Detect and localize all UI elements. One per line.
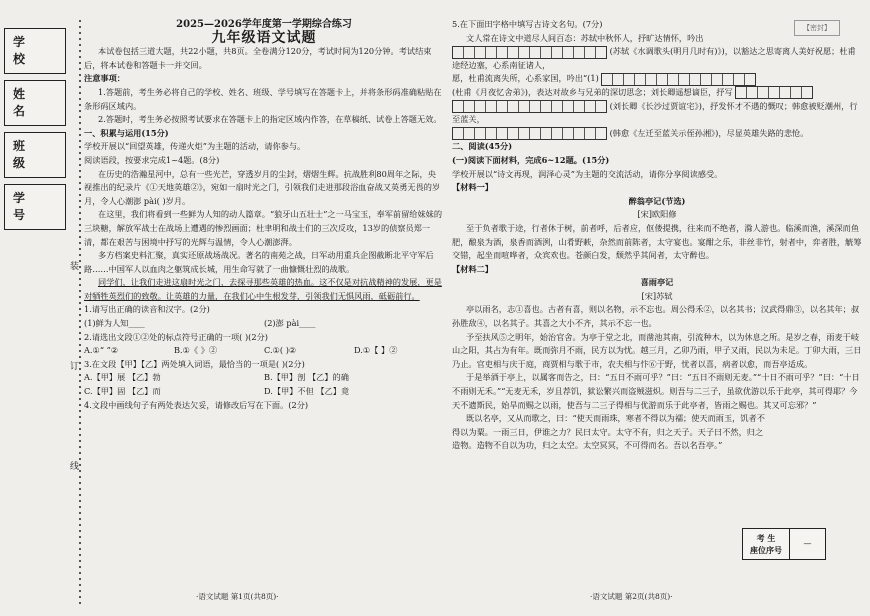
passage-p1: 在历史的浩瀚星河中，总有一些光芒，穿透岁月的尘封，熠熠生辉。抗战胜利80周年之际，央视推出的纪录片《①天地英雄②》，宛如一扇时光之门，引领我们走进那段浴血奋战又英勇无畏的岁月，令人心潮澎 pài( )岁月。 — [84, 168, 441, 206]
q5-line-4-text: (刘长卿《长沙过贾谊宅》)，抒发怀才不遇的慨叹；韩愈被贬潮州，行至蓝关， — [452, 100, 858, 125]
q3-option-a[interactable]: A.【甲】展 【乙】勃 — [84, 372, 161, 383]
question-1-items — [84, 317, 444, 331]
student-id-box[interactable] — [4, 184, 66, 230]
passage-p3: 多方档案史料汇聚，真实还原战场战况。著名的南苑之战，日军动用重兵企图截断北平守军后路……中国军人以血肉之躯筑成长城，用生命写就了一曲慷慨壮烈的战歌。 — [84, 250, 434, 274]
binding-strip — [0, 28, 68, 238]
q5-grid-5[interactable] — [452, 127, 607, 140]
binding-char-xian: 线 — [70, 462, 80, 472]
seal-stamp: 【密封】 — [794, 20, 840, 36]
activity-2-text: 学校开展以“诗文再现，润泽心灵”为主题的交流活动，请你分享阅读感受。 — [452, 168, 723, 179]
question-3: 3.在文段【甲】【乙】两处填入词语，最恰当的一项是( )(2分) — [84, 358, 305, 369]
q5-line-1-text: (苏轼《水调歌头(明月几时有)》)，以豁达之思寄离人美好祝愿；杜甫途经边塞，心系南征诸人， — [452, 46, 856, 70]
name-label: 姓 名 — [13, 87, 40, 118]
student-id-label: 学 号 — [13, 191, 40, 222]
text-2-author: [宋]苏轼 — [641, 290, 673, 301]
q5-line-3 — [452, 86, 862, 100]
text-1-author: [宋]欧阳修 — [637, 209, 677, 220]
q5-grid-4[interactable] — [452, 100, 607, 113]
q5-line-1 — [452, 45, 862, 72]
passage-p4: 同学们，让我们走进这扇时光之门，去探寻那些英雄的热血。这不仅是对抗战精神的发展，更是对牺牲英烈们的致敬。让英雄的力量，在我们心中生根发芽，引领我们无惧风雨，砥砺前行。 — [84, 277, 442, 301]
seat-number-value[interactable]: — — [803, 539, 812, 548]
material-1-label: 【材料一】 — [452, 182, 493, 193]
exam-title: 九年级语文试题 — [211, 29, 317, 46]
school-box[interactable] — [4, 28, 66, 74]
exam-header: 2025—2026学年度第一学期综合练习 — [176, 19, 352, 30]
right-page — [452, 18, 862, 453]
text-2-p4: 既以名亭，又从而歌之，曰：“使天而雨珠，寒者不得以为襦；使天而雨玉，饥者不得以为粟。一雨三日，伊谁之力？民曰太守。太守不有，归之天子。天子曰不然，归之造物。造物不自以为功，归之太空。太空冥冥，不可得而名。吾以名吾亭。” — [452, 413, 765, 451]
question-3-options-row1 — [84, 371, 444, 385]
note-1: 1.答题前，考生务必将自己的学校、姓名、班级、学号填写在答题卡上，并将条形码准确粘贴在条形码区域内。 — [84, 86, 442, 111]
text-2-p3: 于是举酒于亭上，以属客而告之，曰：“五日不雨可乎？”曰：“五日不雨则无麦。”“十日不雨可乎？”曰：“十日不雨则无禾。”“无麦无禾，岁且荐饥，狱讼繁兴而盗贼滋炽。则吾与二三子，虽欲优游以乐于此亭，其可得耶？今天不遗斯民，始旱而赐之以雨，使吾与二三子得相与优游而乐于此亭者，皆雨之赐也。其又可忘邪？” — [452, 372, 860, 410]
seat-number-label: 考 生 座位序号 — [743, 529, 790, 559]
subsection-1-heading: (一)阅读下面材料，完成6~12题。(15分) — [452, 154, 610, 165]
q1-part-a[interactable]: (1)鲜为人知____ — [84, 318, 145, 329]
right-page-footer: ·语文试题 第2页(共8页)· — [590, 592, 673, 601]
school-label: 学 校 — [13, 35, 40, 66]
text-1-body: 至于负者歌于途，行者休于树，前者呼，后者应，伛偻提携，往来而不绝者，滁人游也。临溪而渔，溪深而鱼肥，酿泉为酒，泉香而酒洌，山肴野蔌，杂然而前陈者，太守宴也。宴酣之乐，非丝非竹，射者中，弈者胜，觥筹交错，起坐而喧哗者，众宾欢也。苍颜白发，颓然乎其间者，太守醉也。 — [452, 222, 862, 261]
q3-option-b[interactable]: B.【甲】剖 【乙】的确 — [264, 372, 349, 383]
question-4: 4.文段中画线句子有两处表达欠妥，请修改后写在下面。(2分) — [84, 399, 309, 410]
activity-text: 学校开展以“回望英雄，传递火炬”为主题的活动，请你参与。 — [84, 141, 306, 152]
text-2-title: 喜雨亭记 — [640, 277, 674, 288]
section-2-heading: 二、阅读(45分) — [452, 141, 513, 152]
question-5: 5.在下面田字格中填写古诗文名句。(7分) — [452, 19, 603, 29]
exam-intro: 本试卷包括三道大题，共22小题，共8页。全卷满分120分，考试时间为120分钟。考试结束后，将本试卷和答题卡一并交回。 — [84, 46, 432, 70]
q5-line-2 — [452, 72, 862, 86]
q3-option-d[interactable]: D.【甲】不但 【乙】竟 — [264, 386, 350, 397]
task-text: 阅读语段，按要求完成1~4题。(8分) — [84, 154, 220, 165]
q5-line-5-text: (韩愈《左迁至蓝关示侄孙湘》)，尽显英雄失路的悲怆。 — [609, 127, 809, 138]
q5-intro: 文人常在诗文中道尽人间百态：苏轼中秋怀人，抒旷达情怀，吟出 — [466, 32, 704, 43]
passage-p2: 在这里，我们将看到一些鲜为人知的动人篇章。“狼牙山五壮士”之一马宝玉，奉军前留给妹妹的三块糖，解放军战士在战场上遭遇的惨烈画面；杜聿明和战士们的三次反攻，13岁的侦察员郑一清，都在艰苦与困境中抒写的光辉与温情，令人心潮澎湃。 — [84, 209, 443, 247]
q2-option-d[interactable]: D.①【 】② — [354, 345, 398, 356]
q5-grid-3[interactable] — [735, 86, 813, 99]
section-1-heading: 一、积累与运用(15分) — [84, 127, 169, 138]
binding-char-zhuang: 装 — [70, 262, 80, 272]
question-3-options-row2 — [84, 385, 444, 399]
left-page-footer: ·语文试题 第1页(共8页)· — [196, 592, 279, 601]
text-1-title: 醉翁亭记(节选) — [628, 195, 686, 206]
note-2: 2.答题时，考生务必按照考试要求在答题卡上的指定区域内作答，在草稿纸、试卷上答题无效。 — [98, 114, 442, 125]
q5-line-2-text: 愿，杜甫流离失所，心系家国，吟出“(1) — [452, 73, 599, 84]
q5-line-5 — [452, 127, 862, 141]
question-2-options — [84, 344, 444, 358]
material-2-label: 【材料二】 — [452, 263, 493, 274]
class-label: 班 级 — [13, 139, 40, 170]
q3-option-c[interactable]: C.【甲】固 【乙】而 — [84, 386, 161, 397]
q2-option-b[interactable]: B.①《 》② — [174, 345, 218, 356]
binding-dotted-line — [79, 20, 81, 605]
question-1: 1.请写出正确的读音和汉字。(2分) — [84, 304, 210, 315]
class-box[interactable] — [4, 132, 66, 178]
notes-heading: 注意事项： — [84, 73, 125, 84]
seat-number-box[interactable] — [742, 528, 826, 560]
binding-char-ding: 订 — [70, 362, 80, 372]
left-page — [84, 18, 444, 412]
q1-part-b[interactable]: (2)澎 pài____ — [264, 318, 316, 329]
q5-line-3-text: (杜甫《月夜忆舍弟》)，表达对故乡与兄弟的深切思念；刘长卿遥想谪臣，抒写 — [452, 86, 733, 97]
q2-option-a[interactable]: A.①“ ”② — [84, 345, 119, 356]
q5-grid-2[interactable] — [601, 73, 756, 86]
question-2: 2.请选出文段①②处的标点符号正确的一项( )(2分) — [84, 331, 268, 342]
text-2-p1: 亭以雨名，志①喜也。古者有喜，则以名物，示不忘也。周公得禾②，以名其书；汉武得鼎③，以名其年；叔孙胜敌④，以名其子。其喜之大小不齐，其示不忘一也。 — [452, 304, 860, 329]
name-box[interactable] — [4, 80, 66, 126]
q5-line-4 — [452, 100, 862, 127]
q2-option-c[interactable]: C.①( )② — [264, 345, 297, 356]
q5-grid-1[interactable] — [452, 46, 607, 59]
text-2-p2: 予至扶风⑤之明年，始治官舍。为亭于堂之北，而凿池其南，引流种木，以为休息之所。是岁之春，雨麦于岐山之阳，其占为有年。既而弥月不雨，民方以为忧。越三月，乙卯乃雨，甲子又雨，民以为未足。丁卯大雨，三日乃止。官吏相与庆于庭，商贾相与歌于市，农夫相与忭⑥于野，忧者以喜，病者以愈，而吾亭适成。 — [452, 331, 862, 369]
